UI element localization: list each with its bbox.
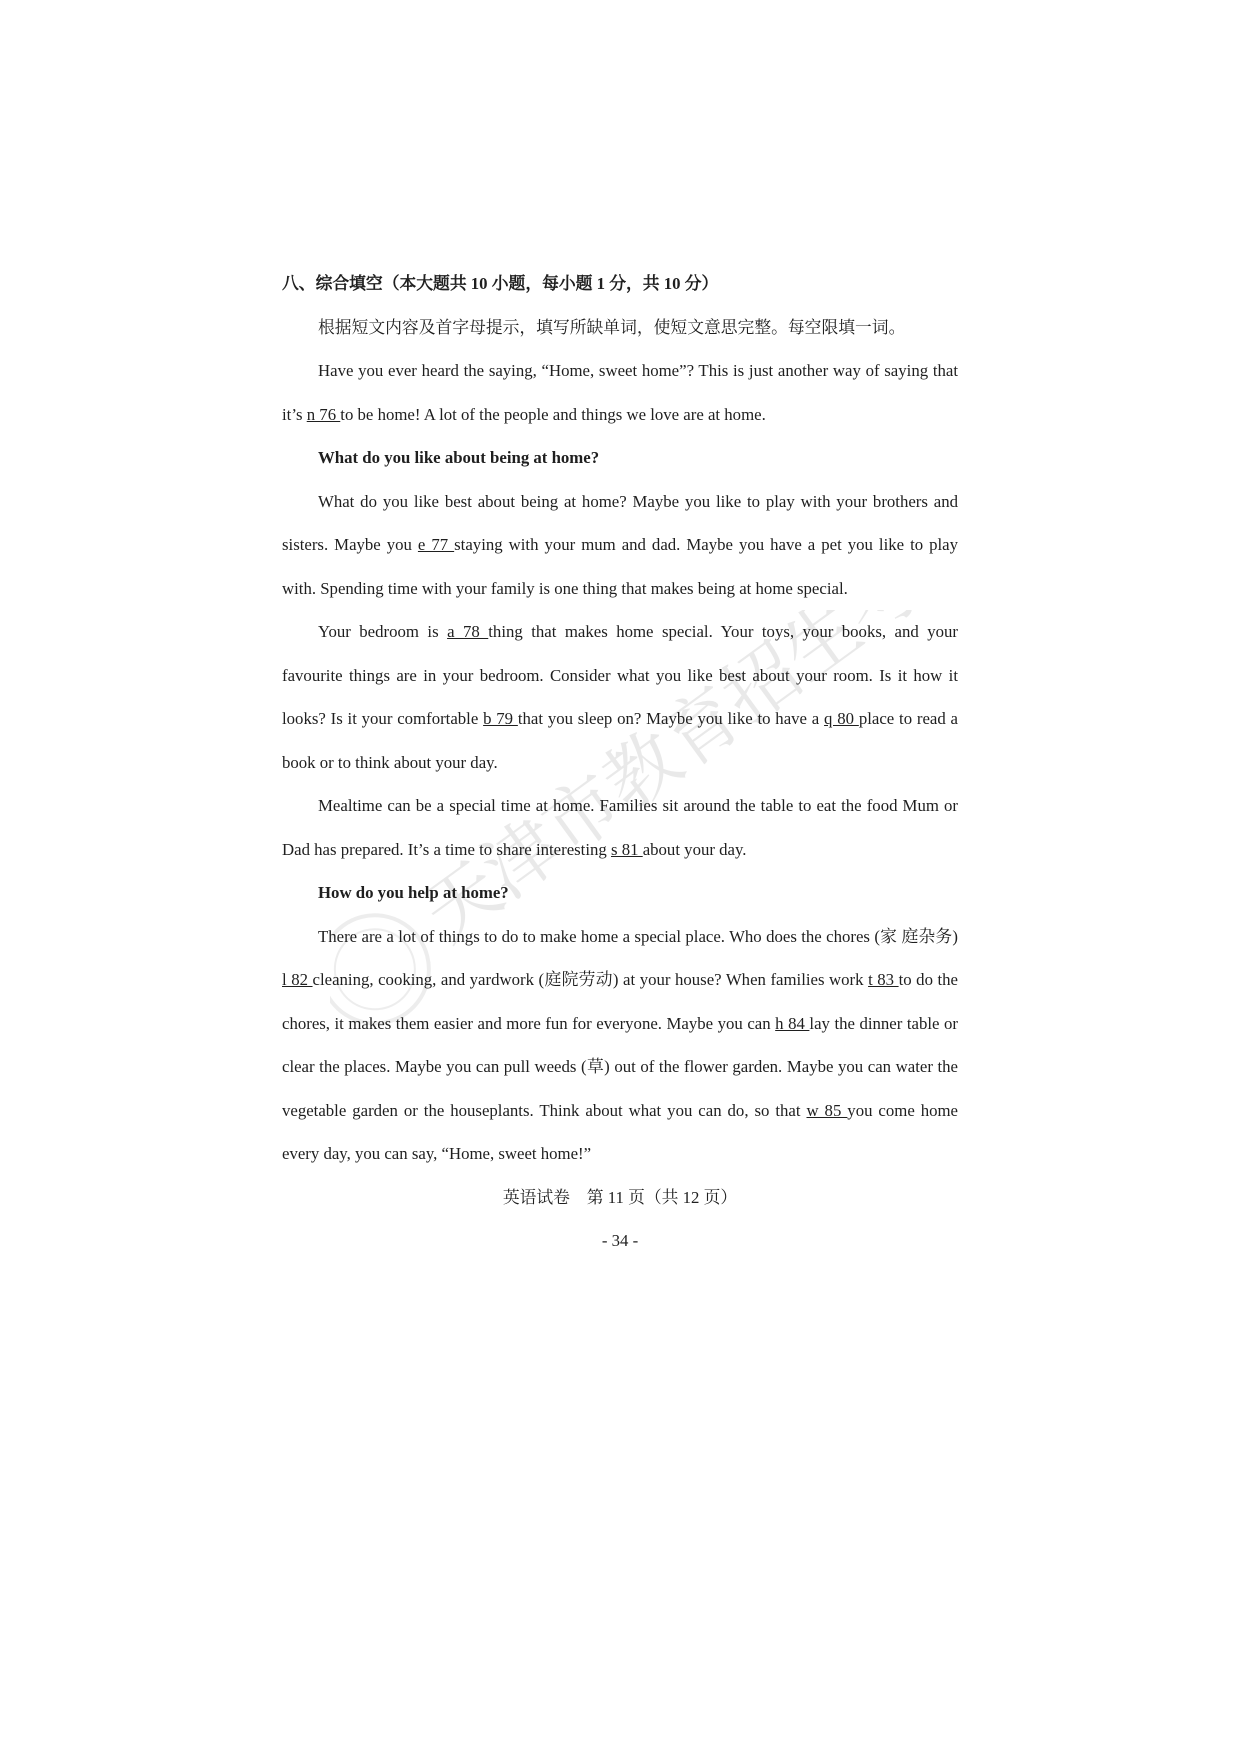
- page-footer: 英语试卷 第 11 页（共 12 页）: [502, 1187, 738, 1207]
- passage-paragraph-3: [282, 610, 958, 784]
- instruction: 根据短文内容及首字母提示，填写所缺单词，使短文意思完整。每空限填一词。: [318, 317, 906, 337]
- paragraph-text: you come home every day, you can say, “Home, sweet home!”: [282, 1100, 959, 1163]
- passage-paragraph-2: [282, 480, 958, 611]
- paragraph-text: staying with your mum and dad. Maybe you have a pet you like to play with. Spending time with your family is one thing that makes being at home special.: [282, 535, 959, 598]
- passage-paragraph-5: [282, 915, 958, 1176]
- paragraph-text: saying that it’s: [282, 361, 958, 424]
- paragraph-text: 庭杂务): [901, 926, 958, 946]
- paragraph-text: Have you ever heard the saying, “Home, sweet home”? This is just another way of: [318, 361, 880, 380]
- paragraph-text: Your bedroom is: [318, 622, 448, 641]
- blank-85: w 85: [806, 1100, 848, 1120]
- passage-paragraph-1: [282, 349, 958, 436]
- blank-80: q 80: [824, 709, 859, 728]
- blank-83: t 83: [868, 970, 899, 989]
- paragraph-text: place to read a book or to think about your day.: [282, 709, 959, 772]
- paragraph-text: about your day.: [642, 839, 747, 859]
- blank-84: h 84: [775, 1013, 810, 1033]
- blank-77: e 77: [417, 535, 455, 554]
- paragraph-text: brothers and sisters. Maybe you: [282, 491, 958, 554]
- blank-78: a 78: [447, 622, 489, 641]
- paragraph-text: to do the chores, it makes them easier and more fun for everyone. Maybe you can: [282, 970, 959, 1033]
- passage-paragraph-4: [282, 784, 958, 871]
- paragraph-text: cleaning, cooking, and yardwork (庭院劳动) at your house? When families work: [312, 970, 869, 989]
- paragraph-text: lay the dinner table or clear the places. Maybe you can pull weeds (草) out of the flower garden. Maybe you can water the vegetable garden or the houseplants. Think about what you can do, so that: [282, 1013, 958, 1120]
- paragraph-text: to be home! A lot of the people and things we love are at home.: [340, 404, 766, 424]
- blank-81: s 81: [611, 839, 643, 859]
- paragraph-text: Mealtime can be a special time at home. Families sit around the table to eat the food Mum or Dad has prepared. It’s a time to share interesting: [282, 796, 958, 859]
- paragraph-text: There are a lot of things to do to make home a special place. Who does the chores (家: [318, 926, 898, 946]
- blank-76: n 76: [306, 404, 341, 424]
- page-number: - 34 -: [601, 1231, 639, 1250]
- blank-82: l 82: [282, 970, 313, 989]
- exam-page: [282, 262, 958, 1263]
- paragraph-text: that you sleep on? Maybe you like to have a: [517, 709, 825, 728]
- section-title: 八、综合填空（本大题共 10 小题，每小题 1 分，共 10 分）: [282, 274, 719, 293]
- paragraph-text: thing that makes home special. Your toys, your books, and your favourite things are in your bedroom. Consider what you like best about your room. Is it how it looks? Is it your comfortable: [282, 622, 958, 728]
- subheading-like-home: What do you like about being at home?: [318, 448, 600, 467]
- blank-79: b 79: [483, 709, 518, 728]
- watermark-text: 天津市教育招生考试院: [407, 610, 970, 959]
- subheading-help-at-home: How do you help at home?: [318, 883, 509, 902]
- paragraph-text: What do you like best about being at home? Maybe you like to play with your: [318, 491, 868, 511]
